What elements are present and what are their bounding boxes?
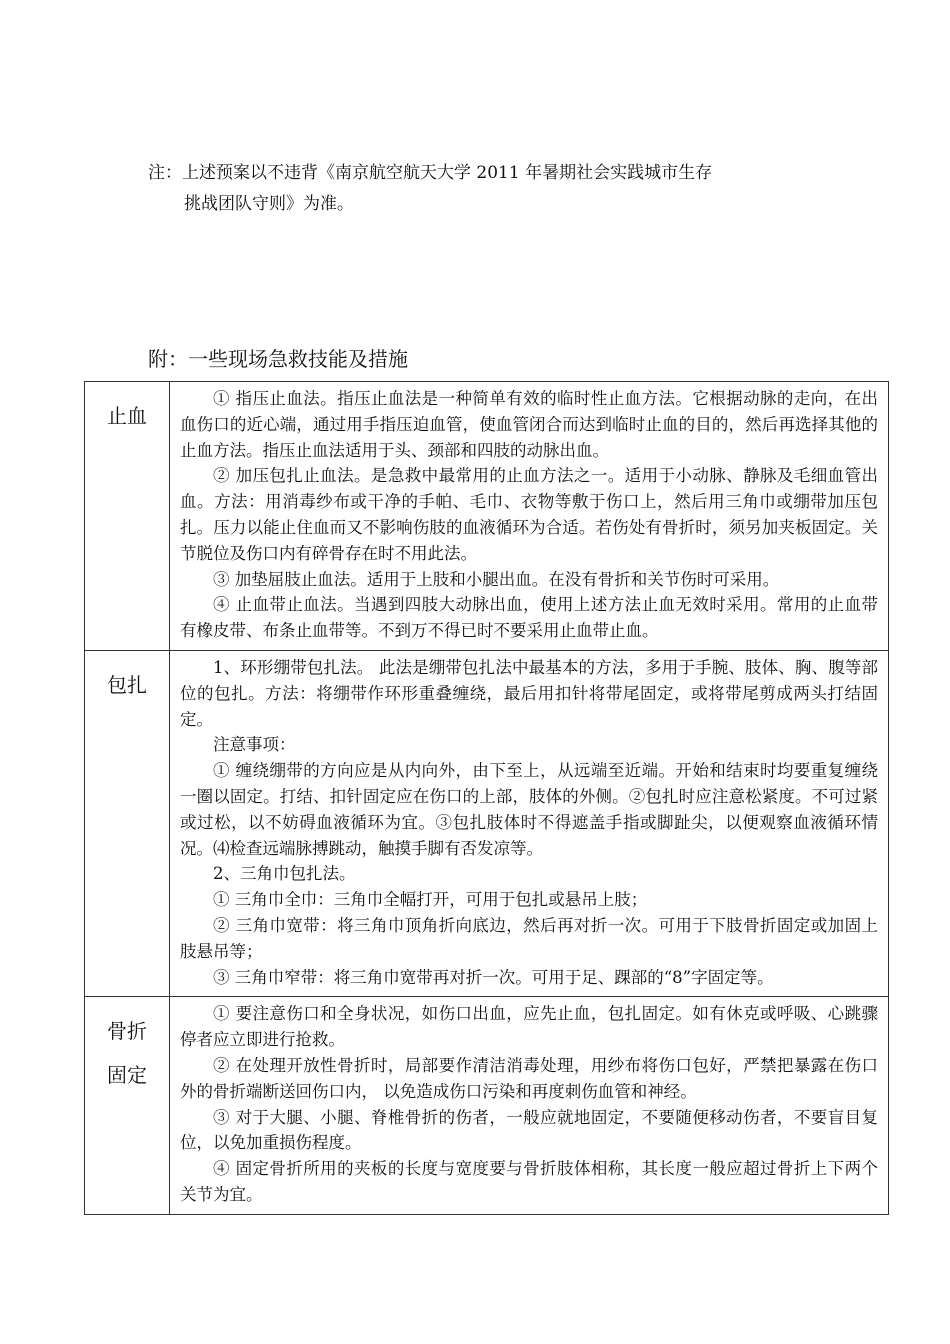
table-row-bandaging [85,650,889,996]
footnote-line-2: 挑战团队守则》为准。 [184,194,354,214]
paragraph: 注意事项： [213,735,296,755]
category-cell [85,650,170,996]
paragraph: ① 三角巾全巾：三角巾全幅打开，可用于包扎或悬吊上肢； [213,890,648,910]
table-row-fracture-fixation [85,997,889,1214]
category-label-line-1: 骨折 [107,1019,147,1044]
content-cell [170,382,889,651]
category-cell [85,997,170,1214]
footnote [148,158,848,220]
category-label: 止血 [107,404,147,428]
appendix-heading: 附：一些现场急救技能及措施 [148,347,408,371]
footnote-line-1: 注：上述预案以不违背《南京航空航天大学 2011 年暑期社会实践城市生存 [148,163,713,183]
paragraph: ① 缠绕绷带的方向应是从内向外，由下至上，从远端至近端。开始和结束时均要重复缠绕一圈以固定。打结、扣针固定应在伤口的上部，肢体的外侧。②包扎时应注意松紧度。不可过紧或过松，以不妨碍血液循环为宜。③包扎肢体时不得遮盖手指或脚趾尖，以便观察血液循环情况。⑷检查远端脉搏跳动，触摸手脚有否发凉等。 [180,761,878,858]
paragraph: ① 指压止血法。指压止血法是一种简单有效的临时性止血方法。它根据动脉的走向，在出血伤口的近心端，通过用手指压迫血管，使血管闭合而达到临时止血的目的，然后再选择其他的止血方法。指压止血法适用于头、颈部和四肢的动脉出血。 [180,389,878,460]
paragraph: ② 在处理开放性骨折时，局部要作清洁消毒处理，用纱布将伤口包好，严禁把暴露在伤口外的骨折端断送回伤口内， 以免造成伤口污染和再度刺伤血管和神经。 [180,1055,878,1101]
paragraph: 2、三角巾包扎法。 [213,864,356,884]
content-cell [170,650,889,996]
paragraph: ② 加压包扎止血法。是急救中最常用的止血方法之一。适用于小动脉、静脉及毛细血管出血。方法：用消毒纱布或干净的手帕、毛巾、衣物等敷于伤口上，然后用三角巾或绷带加压包扎。压力以能止住血而又不影响伤肢的血液循环为合适。若伤处有骨折时，须另加夹板固定。关节脱位及伤口内有碎骨存在时不用此法。 [180,466,878,563]
paragraph: ② 三角巾宽带：将三角巾顶角折向底边，然后再对折一次。可用于下肢骨折固定或加固上肢悬吊等； [180,915,878,961]
content-cell [170,997,889,1214]
paragraph: ③ 对于大腿、小腿、脊椎骨折的伤者，一般应就地固定，不要随便移动伤者，不要盲目复位，以免加重损伤程度。 [180,1107,878,1153]
paragraph: ③ 加垫屈肢止血法。适用于上肢和小腿出血。在没有骨折和关节伤时可采用。 [213,569,780,589]
paragraph: ① 要注意伤口和全身状况，如伤口出血，应先止血，包扎固定。如有休克或呼吸、心跳骤停者应立即进行抢救。 [180,1004,878,1050]
paragraph: ④ 固定骨折所用的夹板的长度与宽度要与骨折肢体相称，其长度一般应超过骨折上下两个关节为宜。 [180,1159,878,1204]
paragraph: 1、环形绷带包扎法。 此法是绷带包扎法中最基本的方法，多用于手腕、肢体、胸、腹等部位的包扎。方法：将绷带作环形重叠缠绕，最后用扣针将带尾固定，或将带尾剪成两头打结固定。 [180,657,878,729]
table-row-hemostasis [85,382,889,651]
category-label-line-2: 固定 [107,1063,147,1088]
first-aid-table [84,381,889,1215]
category-cell [85,382,170,651]
paragraph: ③ 三角巾窄带：将三角巾宽带再对折一次。可用于足、踝部的“8”字固定等。 [213,967,774,987]
paragraph: ④ 止血带止血法。当遇到四肢大动脉出血，使用上述方法止血无效时采用。常用的止血带有橡皮带、布条止血带等。不到万不得已时不要采用止血带止血。 [180,595,878,641]
category-label: 包扎 [107,672,147,697]
